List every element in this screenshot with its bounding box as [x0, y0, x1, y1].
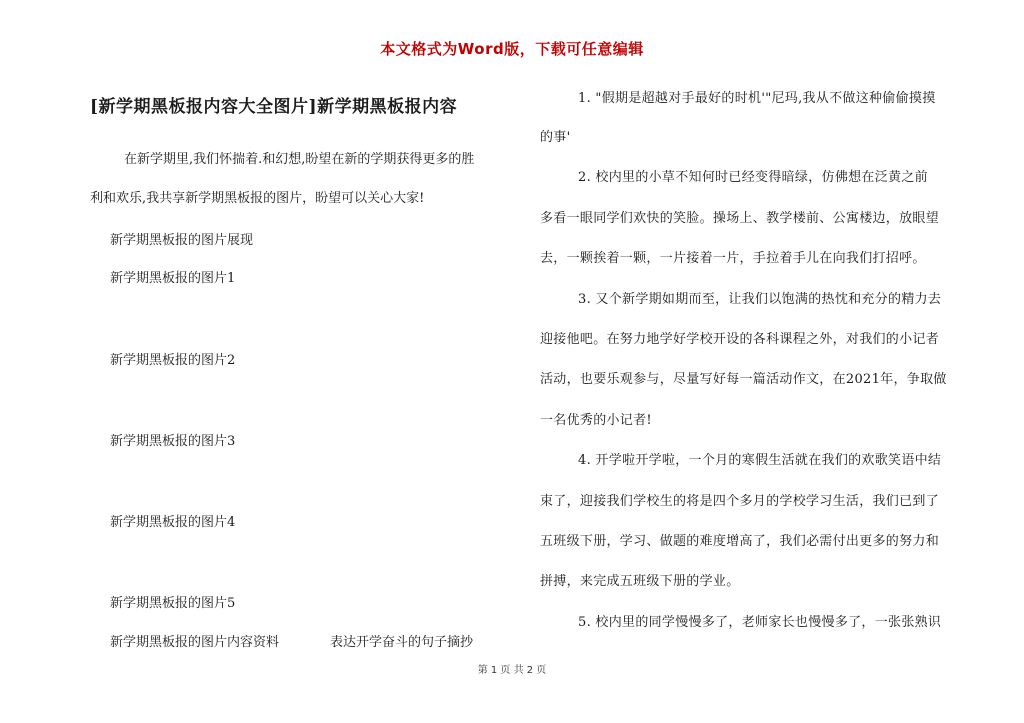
right-line: 束了，迎接我们学校生的将是四个多月的学校学习生活，我们已到了: [540, 494, 940, 509]
section-heading: 新学期黑板报的图片展现: [110, 233, 254, 248]
right-line: 3. 又个新学期如期而至，让我们以饱满的热忱和充分的精力去: [578, 292, 942, 307]
right-line: 一名优秀的小记者!: [540, 413, 652, 428]
right-line: 多看一眼同学们欢快的笑脸。操场上、教学楼前、公寓楼边，放眼望: [540, 211, 940, 226]
right-line: 1. "假期是超越对手最好的时机'"尼玛,我从不做这种偷偷摸摸: [578, 91, 936, 106]
right-line: 迎接他吧。在努力地学好学校开设的各科课程之外，对我们的小记者: [540, 332, 940, 347]
right-line: 4. 开学啦开学啦，一个月的寒假生活就在我们的欢歌笑语中结: [578, 453, 942, 468]
page-number-footer: 第 1 页 共 2 页: [477, 665, 547, 676]
right-line: 拼搏，来完成五班级下册的学业。: [540, 574, 740, 589]
right-line: 活动，也要乐观参与，尽量写好每一篇活动作文，在2021年，争取做: [540, 372, 947, 387]
intro-line-1: 在新学期里,我们怀揣着.和幻想,盼望在新的学期获得更多的胜: [124, 152, 475, 167]
word-version-banner: 本文格式为Word版，下载可任意编辑: [380, 40, 644, 58]
document-title: [新学期黑板报内容大全图片]新学期黑板报内容: [90, 97, 458, 117]
picture-caption-5: 新学期黑板报的图片5: [110, 596, 236, 611]
right-line: 5. 校内里的同学慢慢多了，老师家长也慢慢多了，一张张熟识: [578, 615, 942, 630]
related-link-quotes[interactable]: 表达开学奋斗的句子摘抄: [330, 635, 474, 650]
right-line: 去，一颗挨着一颗，一片接着一片，手拉着手儿在向我们打招呼。: [540, 251, 926, 266]
right-line: 的事': [540, 130, 571, 145]
intro-line-2: 利和欢乐,我共享新学期黑板报的图片，盼望可以关心大家!: [90, 191, 425, 206]
picture-caption-2: 新学期黑板报的图片2: [110, 353, 236, 368]
picture-caption-1: 新学期黑板报的图片1: [110, 271, 236, 286]
picture-caption-4: 新学期黑板报的图片4: [110, 515, 236, 530]
related-link-content[interactable]: 新学期黑板报的图片内容资料: [110, 635, 280, 650]
right-line: 五班级下册，学习、做题的难度增高了，我们必需付出更多的努力和: [540, 534, 940, 549]
picture-caption-3: 新学期黑板报的图片3: [110, 434, 236, 449]
right-line: 2. 校内里的小草不知何时已经变得暗绿，仿佛想在泛黄之前: [578, 170, 928, 185]
